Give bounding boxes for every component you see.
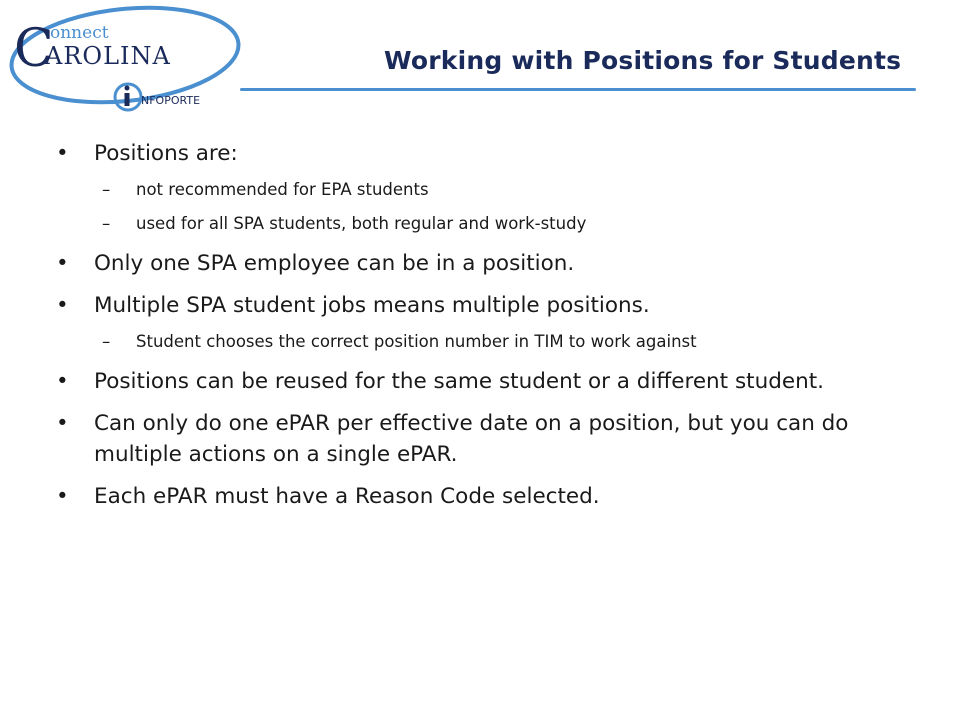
bullet-item bbox=[56, 290, 916, 321]
sub-bullet-text: used for all SPA students, both regular and work-study bbox=[136, 214, 587, 233]
bullet-dot-icon: • bbox=[56, 293, 69, 318]
sub-bullet-text: not recommended for EPA students bbox=[136, 180, 429, 199]
sub-bullet-item bbox=[56, 178, 916, 202]
bullet-dot-icon: • bbox=[56, 484, 69, 509]
bullet-dot-icon: • bbox=[56, 369, 69, 394]
bullet-text: Each ePAR must have a Reason Code selected. bbox=[94, 484, 600, 509]
bullet-item bbox=[56, 408, 916, 470]
logo-infoporte-text: NFOPORTE bbox=[141, 94, 201, 107]
bullet-item bbox=[56, 248, 916, 279]
bullet-item bbox=[56, 481, 916, 512]
sub-bullet-item bbox=[56, 330, 916, 354]
connect-carolina-infoporte-logo bbox=[0, 0, 260, 125]
bullet-text: Multiple SPA student jobs means multiple positions. bbox=[94, 293, 650, 318]
dash-icon: – bbox=[102, 332, 111, 351]
dash-icon: – bbox=[102, 214, 111, 233]
bullet-item bbox=[56, 366, 916, 397]
svg-text:C: C bbox=[14, 19, 54, 79]
bullet-dot-icon: • bbox=[56, 411, 69, 436]
slide-title: Working with Positions for Students bbox=[384, 46, 902, 75]
logo-connect-text: onnect bbox=[50, 23, 109, 43]
title-underline bbox=[240, 88, 916, 91]
bullet-list bbox=[56, 138, 916, 523]
bullet-text: Positions are: bbox=[94, 141, 238, 166]
bullet-text: Only one SPA employee can be in a position. bbox=[94, 251, 575, 276]
bullet-item bbox=[56, 138, 916, 169]
logo-carolina-text: AROLINA bbox=[45, 42, 171, 70]
dash-icon: – bbox=[102, 180, 111, 199]
bullet-text: Can only do one ePAR per effective date on a position, but you can do multiple actions on a single ePAR. bbox=[94, 411, 849, 467]
sub-bullet-text: Student chooses the correct position number in TIM to work against bbox=[136, 332, 697, 351]
bullet-dot-icon: • bbox=[56, 251, 69, 276]
sub-bullet-item bbox=[56, 212, 916, 236]
bullet-dot-icon: • bbox=[56, 141, 69, 166]
bullet-text: Positions can be reused for the same student or a different student. bbox=[94, 369, 824, 394]
